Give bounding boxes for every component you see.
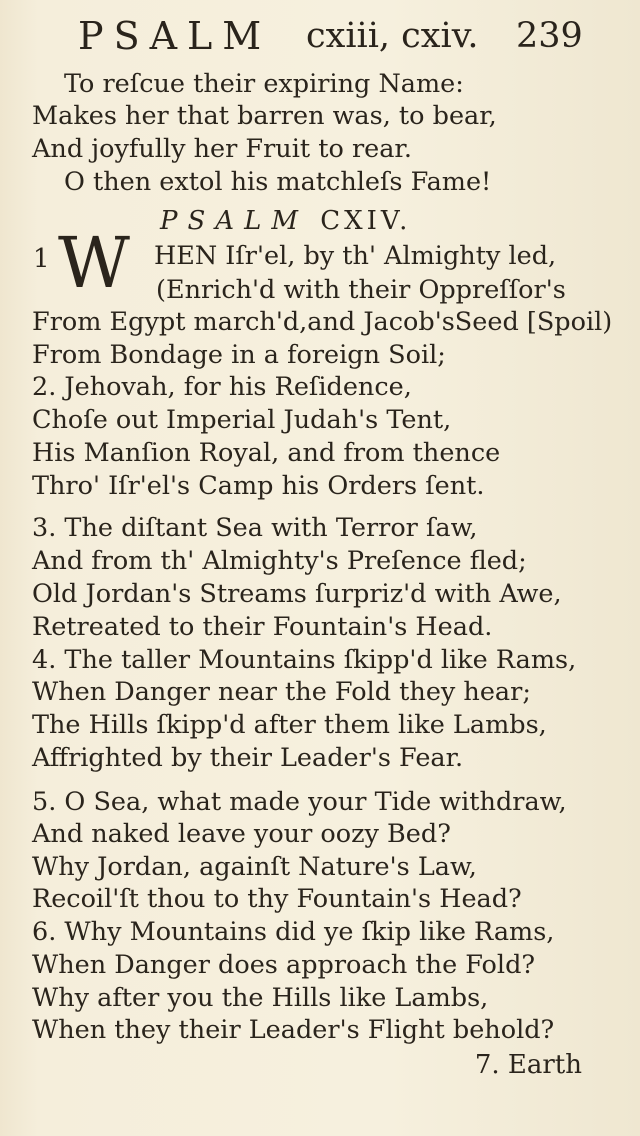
verse-line: Old Jordan's Streams ſurpriz'd with Awe,	[32, 579, 562, 609]
verse-line: When Danger does approach the Fold?	[32, 950, 536, 980]
verse-line: HEN Iſr'el, by th' Almighty led,	[154, 241, 557, 271]
verse-line: His Manſion Royal, and from thence	[32, 438, 501, 468]
page-number: 239	[516, 16, 583, 56]
verse-line: Thro' Iſr'el's Camp his Orders ſent.	[32, 471, 485, 501]
verse-line: 6. Why Mountains did ye ſkip like Rams,	[32, 917, 555, 947]
verse-line: When they their Leader's Flight behold?	[32, 1015, 555, 1045]
verse-line: 2. Jehovah, for his Reſidence,	[32, 372, 412, 402]
psalm-heading-title: PSALM	[160, 206, 308, 236]
running-header	[78, 12, 598, 62]
verse-line: Why Jordan, againſt Nature's Law,	[32, 852, 477, 882]
verse-line: Recoil'ſt thou to thy Fountain's Head?	[32, 884, 522, 914]
psalm-heading	[160, 206, 411, 236]
prev-line: And joyfully her Fruit to rear.	[32, 134, 412, 164]
running-title: PSALM	[78, 14, 272, 58]
psalm-numbers: cxiii, cxiv.	[306, 16, 479, 56]
prev-line: O then extol his matchleſs Fame!	[64, 167, 492, 197]
verse-line: 3. The diſtant Sea with Terror ſaw,	[32, 513, 478, 543]
verse-line: When Danger near the Fold they hear;	[32, 677, 531, 707]
prev-line: Makes her that barren was, to bear,	[32, 101, 497, 131]
verse-line: 5. O Sea, what made your Tide withdraw,	[32, 787, 567, 817]
verse-line: Retreated to their Fountain's Head.	[32, 612, 493, 642]
verse-line: Choſe out Imperial Judah's Tent,	[32, 405, 452, 435]
verse-line: (Enrich'd with their Oppreſſor's	[156, 275, 566, 305]
verse-line: Why after you the Hills like Lambs,	[32, 983, 489, 1013]
catchword: 7. Earth	[474, 1050, 582, 1080]
verse-line: From Egypt march'd,and Jacob'sSeed [Spoil)	[32, 307, 613, 337]
verse-line: From Bondage in a foreign Soil;	[32, 340, 446, 370]
verse-line: Affrighted by their Leader's Fear.	[32, 743, 464, 773]
verse-line: 4. The taller Mountains ſkipp'd like Rams,	[32, 645, 577, 675]
verse-line: And from th' Almighty's Preſence fled;	[32, 546, 527, 576]
prev-line: To reſcue their expiring Name:	[64, 69, 464, 99]
verse-line: The Hills ſkipp'd after them like Lambs,	[32, 710, 547, 740]
psalm-heading-numeral: CXIV.	[320, 206, 412, 236]
verse-line: And naked leave your oozy Bed?	[32, 819, 451, 849]
verse-number: 1	[33, 244, 50, 274]
drop-cap: W	[58, 222, 130, 304]
